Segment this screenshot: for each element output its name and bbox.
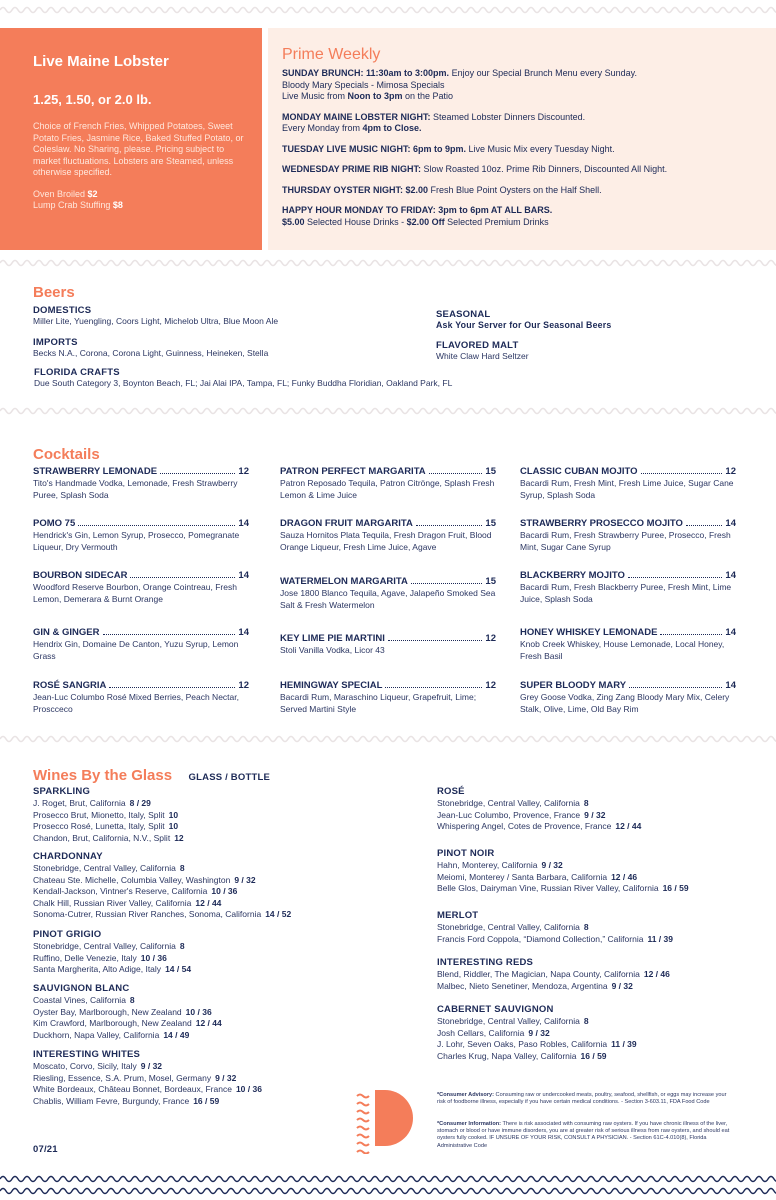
wine-category: INTERESTING REDS: [437, 957, 534, 968]
wine-line: [437, 981, 670, 993]
wine-line: [437, 872, 689, 884]
advisory-text: Consuming raw or undercooked meats, poultry, seafood, shellfish, or eggs may increase your risk of foodborne illness, especially if you have certain medical conditions. - Section 3-603.11, FDA Food Code: [437, 1092, 727, 1106]
cocktail-description: Bacardi Rum, Maraschino Liqueur, Grapefruit, Lime; Served Martini Style: [280, 692, 477, 714]
cocktail-description: Bacardi Rum, Fresh Blackberry Puree, Fresh Mint, Lime Juice, Splash Soda: [520, 582, 732, 604]
tuesday-text: Live Music Mix every Tuesday Night.: [466, 143, 615, 154]
wine-line: [33, 821, 184, 833]
event-thursday: [282, 185, 766, 197]
wine-name: Sonoma-Cutrer, Russian River Ranches, Sonoma, California: [33, 909, 262, 919]
extra-crab-price: $8: [112, 200, 123, 210]
wine-price: 10 / 36: [140, 952, 167, 963]
cocktail-price: 14: [238, 570, 249, 581]
wine-line: [33, 995, 222, 1007]
cocktail-item: [33, 466, 249, 501]
cocktail-price: 15: [485, 466, 496, 477]
wines-subtitle: GLASS / BOTTLE: [188, 772, 270, 783]
cocktail-price: 14: [238, 627, 249, 638]
wine-price: 8: [583, 922, 589, 932]
wine-group: [33, 786, 184, 844]
cocktail-name-row: [280, 680, 496, 691]
wine-name: Belle Glos, Dairyman Vine, Russian River Valley, California: [437, 883, 659, 893]
cocktail-item: [280, 680, 496, 715]
cocktail-name-row: [280, 466, 496, 477]
cocktail-name-row: [520, 680, 736, 691]
wine-name: Santa Margherita, Alto Adige, Italy: [33, 964, 162, 974]
wine-price: 12 / 44: [615, 821, 642, 831]
sunday-head: SUNDAY BRUNCH: 11:30am to 3:00pm.: [282, 68, 450, 78]
cocktail-name: PATRON PERFECT MARGARITA: [280, 466, 426, 477]
wine-group: [437, 848, 689, 895]
wine-name: Riesling, Essence, S.A. Prum, Mosel, Germany: [33, 1072, 212, 1083]
lobster-title: Live Maine Lobster: [33, 53, 169, 70]
cocktail-item: [33, 518, 249, 553]
cocktail-item: [280, 576, 496, 611]
wine-name: Kim Crawford, Marlborough, New Zealand: [33, 1018, 192, 1028]
dot-leader: [385, 680, 482, 688]
wine-price: 9 / 32: [215, 1072, 237, 1083]
cocktail-description: Grey Goose Vodka, Zing Zang Bloody Mary Mix, Celery Stalk, Olive, Lime, Old Bay Rim: [520, 692, 730, 714]
wine-group: [33, 851, 291, 921]
wine-line: [33, 863, 291, 875]
tuesday-head: TUESDAY LIVE MUSIC NIGHT: 6pm to 9pm.: [282, 143, 467, 154]
cocktail-description: Bacardi Rum, Fresh Strawberry Puree, Prosecco, Fresh Mint, Sugar Cane Syrup: [520, 530, 731, 552]
cocktail-item: [520, 518, 736, 553]
cocktail-description: Hendrix Gin, Domaine De Canton, Yuzu Syrup, Lemon Grass: [33, 639, 239, 661]
info-head: *Consumer Information:: [437, 1121, 502, 1127]
event-wednesday: [282, 164, 766, 176]
cocktail-description: Patron Reposado Tequila, Patron Citrönge, Splash Fresh Lemon & Lime Juice: [280, 478, 495, 500]
sunday-text: Enjoy our Special Brunch Menu every Sunday.: [449, 68, 637, 78]
wine-price: 14 / 52: [265, 909, 292, 919]
wine-line: [33, 1030, 222, 1042]
wines-title: Wines By the Glass: [33, 767, 173, 784]
wine-price: 8: [129, 995, 135, 1005]
monday-head: MONDAY MAINE LOBSTER NIGHT:: [282, 111, 431, 122]
consumer-advisory: [437, 1092, 735, 1106]
wine-price: 10 / 36: [185, 1006, 212, 1017]
wave-divider-1: [0, 256, 776, 270]
wave-divider-3: [0, 732, 776, 746]
cocktail-name-row: [520, 627, 736, 638]
cocktail-name: POMO 75: [33, 518, 76, 529]
happy-head: HAPPY HOUR MONDAY TO FRIDAY: 3pm to 6pm AT ALL BARS.: [282, 205, 553, 215]
extra-broiled-label: Oven Broiled: [33, 188, 88, 199]
wine-price: 10 / 36: [211, 886, 238, 896]
dot-leader: [411, 576, 483, 584]
wine-price: 16 / 59: [662, 883, 689, 893]
wine-name: Stonebridge, Central Valley, California: [437, 1016, 580, 1026]
cocktail-name-row: [520, 518, 736, 529]
cocktail-name-row: [280, 518, 496, 529]
florida-crafts: [34, 367, 534, 390]
cocktail-price: 14: [725, 680, 736, 691]
wine-name: Stonebridge, Central Valley, California: [437, 922, 580, 932]
domestics-label: DOMESTICS: [33, 305, 92, 316]
malt-text: White Claw Hard Seltzer: [436, 351, 529, 361]
cocktail-description: Woodford Reserve Bourbon, Orange Cointreau, Fresh Lemon, Demerara & Burnt Orange: [33, 582, 237, 604]
wine-group: [33, 929, 191, 976]
wine-category: PINOT GRIGIO: [33, 929, 102, 940]
wine-line: [437, 969, 670, 981]
wine-name: Coastal Vines, California: [33, 995, 126, 1005]
wave-divider-2: [0, 404, 776, 418]
monday-line2a: Every Monday from: [282, 123, 363, 133]
cocktail-item: [520, 627, 736, 662]
cocktail-item: [33, 627, 249, 662]
cocktail-price: 12: [485, 680, 496, 691]
wine-line: [33, 1096, 262, 1108]
wine-name: Stonebridge, Central Valley, California: [33, 941, 176, 951]
event-tuesday: [282, 144, 766, 156]
wine-price: 8: [179, 941, 185, 951]
wine-name: Charles Krug, Napa Valley, California: [437, 1050, 577, 1061]
cocktail-name: BOURBON SIDECAR: [33, 570, 128, 581]
beers-right-column: [436, 309, 736, 363]
wine-name: Malbec, Nieto Senetiner, Mendoza, Argentina: [437, 980, 608, 991]
lobster-description: Choice of French Fries, Whipped Potatoes, Sweet Potato Fries, Jasmine Rice, Baked Stuffed Potato, or Coleslaw. No Sharing, please. Pricing subject to market fluctuations. Lobsters are Steamed, unless otherwise specified.: [33, 121, 244, 177]
imports-list: Becks N.A., Corona, Corona Light, Guinness, Heineken, Stella: [33, 347, 269, 358]
cocktail-price: 12: [238, 680, 249, 691]
dot-leader: [629, 680, 722, 688]
cocktail-name: CLASSIC CUBAN MOJITO: [520, 466, 638, 477]
dot-leader: [641, 466, 723, 474]
dot-leader: [628, 570, 723, 578]
cocktail-name: HONEY WHISKEY LEMONADE: [520, 627, 658, 638]
wine-line: [33, 798, 184, 810]
wine-line: [33, 1007, 222, 1019]
wine-price: 8: [179, 863, 185, 873]
wave-divider-bottom-2: [0, 1184, 776, 1198]
wine-category: SPARKLING: [33, 786, 91, 797]
menu-date: 07/21: [33, 1144, 58, 1155]
cocktail-name-row: [33, 466, 249, 477]
wine-price: 9 / 32: [234, 874, 256, 885]
cocktail-name-row: [33, 570, 249, 581]
thursday-text: Fresh Blue Point Oysters on the Half Shell.: [428, 184, 602, 195]
cocktail-item: [520, 680, 736, 715]
wine-price: 9 / 32: [611, 980, 633, 991]
cocktail-item: [33, 570, 249, 605]
wine-name: Francis Ford Coppola, “Diamond Collection,” California: [437, 933, 644, 944]
dot-leader: [78, 518, 235, 526]
beers-title: Beers: [33, 284, 75, 301]
cocktail-name: STRAWBERRY PROSECCO MOJITO: [520, 518, 683, 529]
event-happy-hour: [282, 205, 766, 228]
cocktail-name-row: [280, 633, 496, 644]
happy-b: Selected House Drinks -: [304, 216, 407, 227]
wine-group: [437, 786, 641, 833]
cocktail-item: [520, 570, 736, 605]
wine-category: CHARDONNAY: [33, 851, 103, 862]
wine-name: Jean-Luc Columbo, Provence, France: [437, 809, 581, 820]
seasonal-label: SEASONAL: [436, 309, 491, 320]
wine-line: [437, 821, 641, 833]
event-monday: [282, 112, 766, 135]
cocktail-description: Sauza Hornitos Plata Tequila, Fresh Dragon Fruit, Blood Orange Liqueur, Fresh Lime Juice, Agave: [280, 530, 492, 552]
cocktail-price: 14: [725, 627, 736, 638]
wine-line: [33, 941, 191, 953]
wine-line: [33, 1073, 262, 1085]
cocktail-name: KEY LIME PIE MARTINI: [280, 633, 385, 644]
wine-price: 12: [174, 832, 184, 843]
dot-leader: [660, 627, 722, 635]
happy-c: $2.00 Off: [406, 216, 445, 227]
cocktail-name-row: [280, 576, 496, 587]
info-text: There is risk associated with consuming raw oysters. If you have chronic illness of the liver, stomach or blood or have immune disorders, you are at greater risk of serious illness from raw oysters, and should eat oysters fully cooked. IF UNSURE OF YOUR RISK, CONSULT A PHYSICIAN. - Section 61C-4.010(8), Florida Administrative Code: [437, 1121, 730, 1149]
monday-text: Steamed Lobster Dinners Discounted.: [430, 111, 586, 122]
wine-line: [33, 1018, 222, 1030]
wave-divider-top: [0, 3, 776, 17]
thursday-head: THURSDAY OYSTER NIGHT: $2.00: [282, 184, 429, 195]
wine-line: [33, 810, 184, 822]
cocktails-title: Cocktails: [33, 446, 100, 463]
cocktail-price: 15: [485, 518, 496, 529]
wine-name: Chablis, William Fevre, Burgundy, France: [33, 1095, 190, 1106]
sunday-line3c: on the Patio: [402, 91, 454, 101]
wine-category: INTERESTING WHITES: [33, 1049, 141, 1060]
wine-price: 12 / 46: [611, 871, 638, 882]
wine-name: J. Roget, Brut, California: [33, 798, 126, 808]
cocktail-price: 15: [485, 576, 496, 587]
wine-price: 16 / 59: [580, 1050, 607, 1061]
monday-line2b: 4pm to Close.: [362, 123, 422, 133]
sunday-line2: Bloody Mary Specials - Mimosa Specials: [282, 79, 445, 90]
wine-line: [437, 1051, 637, 1063]
wine-line: [33, 953, 191, 965]
cocktail-price: 14: [725, 518, 736, 529]
wine-line: [33, 909, 291, 921]
wine-name: Hahn, Monterey, California: [437, 860, 538, 870]
cocktail-price: 14: [725, 570, 736, 581]
wine-price: 12 / 44: [195, 1018, 222, 1028]
wine-name: Chandon, Brut, California, N.V., Split: [33, 832, 171, 843]
wine-price: 8: [583, 1016, 589, 1026]
wine-price: 12 / 46: [643, 969, 670, 979]
wine-line: [33, 898, 291, 910]
cocktail-name: STRAWBERRY LEMONADE: [33, 466, 158, 477]
wine-line: [437, 1039, 637, 1051]
wine-name: Kendall-Jackson, Vintner's Reserve, California: [33, 886, 208, 896]
beers-left-column: [33, 305, 413, 359]
wine-group: [33, 983, 222, 1041]
cocktail-name-row: [33, 627, 249, 638]
cocktail-name: ROSÉ SANGRIA: [33, 680, 107, 691]
wine-price: 10 / 36: [235, 1084, 262, 1094]
lobster-sizes: 1.25, 1.50, or 2.0 lb.: [33, 92, 152, 107]
wine-line: [33, 875, 291, 887]
cocktail-name: HEMINGWAY SPECIAL: [280, 680, 383, 691]
cocktail-name: SUPER BLOODY MARY: [520, 680, 627, 691]
dot-leader: [160, 466, 235, 474]
dot-leader: [388, 633, 483, 641]
wine-price: 11 / 39: [647, 933, 673, 944]
malt-label: FLAVORED MALT: [436, 340, 519, 351]
wine-group: [437, 957, 670, 992]
happy-a: $5.00: [282, 216, 305, 227]
wine-line: [437, 810, 641, 822]
cocktail-name-row: [33, 518, 249, 529]
wine-line: [33, 964, 191, 976]
dot-leader: [686, 518, 722, 526]
cocktail-item: [280, 466, 496, 501]
cocktail-description: Jean-Luc Columbo Rosé Mixed Berries, Peach Nectar, Proscceco: [33, 692, 239, 714]
wine-group: [33, 1049, 262, 1107]
wine-name: Stonebridge, Central Valley, California: [33, 863, 176, 873]
cocktail-name: DRAGON FRUIT MARGARITA: [280, 518, 413, 529]
dot-leader: [109, 680, 235, 688]
wine-name: Josh Cellars, California: [437, 1027, 525, 1038]
restaurant-logo: [355, 1088, 419, 1154]
wine-category: SAUVIGNON BLANC: [33, 983, 130, 994]
wine-price: 10: [168, 809, 179, 820]
cocktail-description: Tito's Handmade Vodka, Lemonade, Fresh Strawberry Puree, Splash Soda: [33, 478, 238, 500]
wine-price: 14 / 49: [163, 1029, 190, 1040]
wine-name: White Bordeaux, Château Bonnet, Bordeaux, France: [33, 1084, 232, 1094]
wine-line: [437, 860, 689, 872]
cocktail-name: GIN & GINGER: [33, 627, 100, 638]
wine-name: J. Lohr, Seven Oaks, Paso Robles, California: [437, 1039, 608, 1049]
florida-label: FLORIDA CRAFTS: [34, 367, 120, 378]
wine-category: CABERNET SAUVIGNON: [437, 1004, 554, 1015]
prime-weekly-panel: [268, 28, 776, 250]
cocktail-item: [33, 680, 249, 715]
wine-line: [437, 1028, 637, 1040]
wine-line: [437, 934, 673, 946]
lobster-extras: [33, 189, 244, 212]
wine-line: [437, 798, 641, 810]
cocktail-name-row: [520, 466, 736, 477]
sunday-line3b: Noon to 3pm: [347, 91, 403, 101]
wine-price: 14 / 54: [165, 964, 192, 974]
wine-name: Ruffino, Delle Venezie, Italy: [33, 952, 137, 963]
domestics-list: Miller Lite, Yuengling, Coors Light, Michelob Ultra, Blue Moon Ale: [33, 316, 279, 326]
event-sunday: [282, 68, 766, 103]
wine-name: Moscato, Corvo, Sicily, Italy: [33, 1061, 137, 1071]
wine-price: 8: [583, 798, 589, 808]
cocktail-description: Stoli Vanilla Vodka, Licor 43: [280, 645, 385, 655]
wine-name: Chateau Ste. Michelle, Columbia Valley, Washington: [33, 874, 231, 885]
dot-leader: [130, 570, 235, 578]
wine-line: [33, 1061, 262, 1073]
lobster-panel: [0, 28, 262, 250]
wednesday-head: WEDNESDAY PRIME RIB NIGHT:: [282, 164, 422, 174]
happy-d: Selected Premium Drinks: [444, 216, 549, 227]
wine-name: Prosecco Brut, Mionetto, Italy, Split: [33, 809, 165, 820]
cocktail-item: [520, 466, 736, 501]
imports-label: IMPORTS: [33, 336, 78, 348]
wine-name: Whispering Angel, Cotes de Provence, France: [437, 821, 612, 831]
cocktail-item: [280, 633, 496, 657]
wine-line: [33, 1084, 262, 1096]
seasonal-text: Ask Your Server for Our Seasonal Beers: [436, 320, 612, 330]
cocktail-price: 12: [725, 466, 736, 477]
wine-line: [437, 883, 689, 895]
cocktail-description: Hendrick's Gin, Lemon Syrup, Prosecco, Pomegranate Liqueur, Dry Vermouth: [33, 530, 240, 552]
advisory-head: *Consumer Advisory:: [437, 1092, 494, 1098]
florida-list: Due South Category 3, Boynton Beach, FL; Jai Alai IPA, Tampa, FL; Funky Buddha Floridian, Oakland Park, FL: [34, 378, 453, 388]
wine-price: 12 / 44: [195, 897, 222, 908]
wine-group: [437, 1004, 637, 1062]
wine-line: [33, 833, 184, 845]
wine-name: Oyster Bay, Marlborough, New Zealand: [33, 1006, 182, 1017]
wine-price: 11 / 39: [611, 1039, 637, 1049]
wines-header: [33, 767, 270, 785]
consumer-information: [437, 1121, 735, 1150]
wine-line: [437, 1016, 637, 1028]
wine-price: 9 / 32: [528, 1027, 550, 1038]
cocktail-item: [280, 518, 496, 553]
wine-name: Prosecco Rosé, Lunetta, Italy, Split: [33, 821, 165, 831]
wine-category: PINOT NOIR: [437, 848, 495, 859]
wine-line: [33, 886, 291, 898]
cocktail-name: WATERMELON MARGARITA: [280, 576, 408, 587]
cocktail-price: 12: [485, 633, 496, 644]
wine-price: 9 / 32: [541, 860, 563, 870]
wine-price: 9 / 32: [584, 809, 606, 820]
wine-name: Stonebridge, Central Valley, California: [437, 798, 580, 808]
cocktail-description: Knob Creek Whiskey, House Lemonade, Local Honey, Fresh Basil: [520, 639, 725, 661]
cocktail-name-row: [520, 570, 736, 581]
wine-price: 9 / 32: [140, 1061, 163, 1071]
wine-name: Blend, Riddler, The Magician, Napa County, California: [437, 969, 640, 979]
wednesday-text: Slow Roasted 10oz. Prime Rib Dinners, Discounted All Night.: [421, 164, 668, 174]
dot-leader: [416, 518, 483, 526]
wine-price: 10: [168, 821, 179, 831]
wine-category: ROSÉ: [437, 786, 465, 797]
cocktail-name-row: [33, 680, 249, 691]
wine-name: Meiomi, Monterey / Santa Barbara, California: [437, 871, 608, 882]
wine-line: [437, 922, 673, 934]
cocktail-price: 14: [238, 518, 249, 529]
sunday-line3a: Live Music from: [282, 91, 348, 101]
cocktail-description: Bacardi Rum, Fresh Mint, Fresh Lime Juice, Sugar Cane Syrup, Splash Soda: [520, 478, 734, 500]
dot-leader: [429, 466, 483, 474]
wine-group: [437, 910, 673, 945]
cocktail-price: 12: [238, 466, 249, 477]
wine-price: 8 / 29: [129, 798, 151, 808]
prime-weekly-title: Prime Weekly: [282, 46, 381, 63]
wine-name: Chalk Hill, Russian River Valley, California: [33, 897, 192, 908]
cocktail-description: Jose 1800 Blanco Tequila, Agave, Jalapeño Smoked Sea Salt & Fresh Watermelon: [280, 588, 496, 610]
dot-leader: [103, 627, 236, 635]
wine-name: Duckhorn, Napa Valley, California: [33, 1029, 160, 1040]
extra-broiled-price: $2: [87, 188, 98, 199]
wine-price: 16 / 59: [193, 1095, 220, 1106]
cocktail-name: BLACKBERRY MOJITO: [520, 570, 625, 581]
extra-crab-label: Lump Crab Stuffing: [33, 200, 113, 210]
wine-category: MERLOT: [437, 910, 479, 921]
